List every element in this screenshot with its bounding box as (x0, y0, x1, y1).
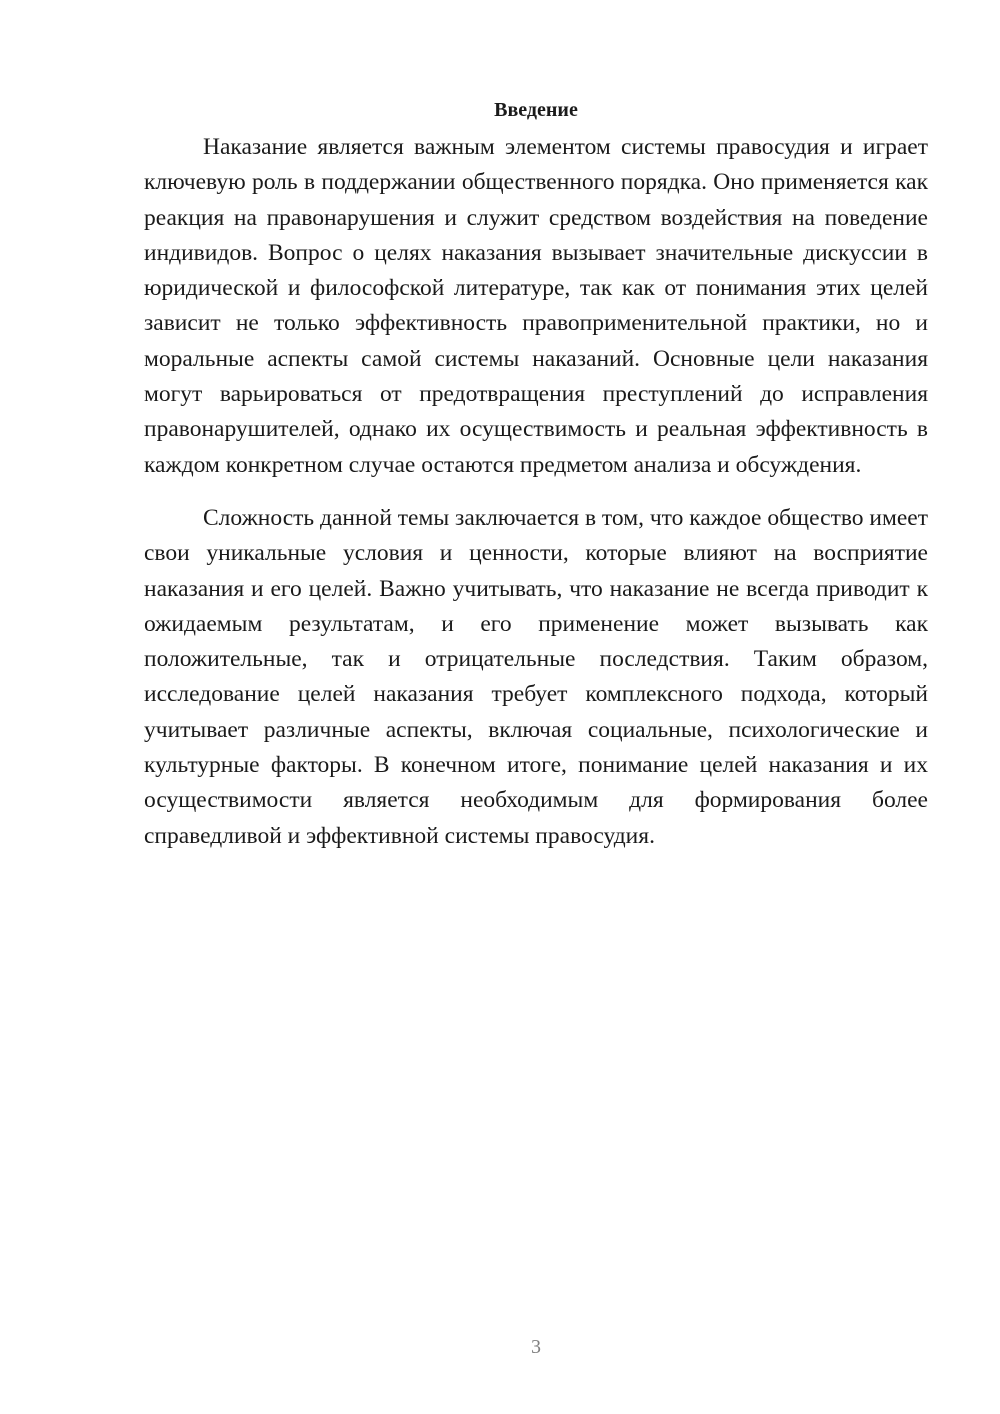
paragraph-1: Наказание является важным элементом системы правосудия и играет ключевую роль в поддержании общественного порядка. Оно применяется как реакция на правонарушения и служит средством воздействия на поведение индивидов. Вопрос о целях наказания вызывает значительные дискуссии в юридической и философской литературе, так как от понимания этих целей зависит не только эффективность правоприменительной практики, но и моральные аспекты самой системы наказаний. Основные цели наказания могут варьироваться от предотвращения преступлений до исправления правонарушителей, однако их осуществимость и реальная эффективность в каждом конкретном случае остаются предметом анализа и обсуждения. (144, 134, 928, 478)
section-heading: Введение (494, 99, 578, 121)
page-number: 3 (531, 1336, 541, 1358)
page-body (144, 96, 928, 854)
paragraph-2: Сложность данной темы заключается в том, что каждое общество имеет свои уникальные условия и ценности, которые влияют на восприятие наказания и его целей. Важно учитывать, что наказание не всегда приводит к ожидаемым результатам, и его применение может вызывать как положительные, так и отрицательные последствия. Таким образом, исследование целей наказания требует комплексного подхода, который учитывает различные аспекты, включая социальные, психологические и культурные факторы. В конечном итоге, понимание целей наказания и их осуществимости является необходимым для формирования более справедливой и эффективной системы правосудия. (144, 504, 928, 849)
